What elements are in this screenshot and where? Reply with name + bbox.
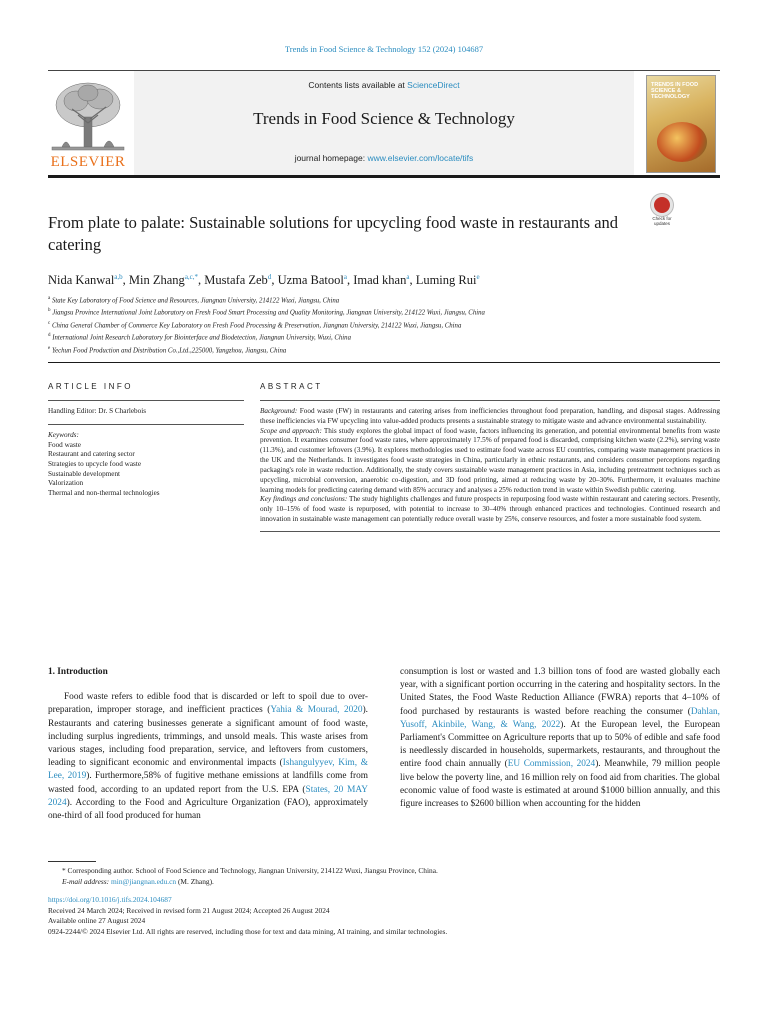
footnotes — [48, 866, 720, 938]
abstract-findings — [260, 495, 720, 525]
author-separator: , — [198, 273, 205, 288]
body-column-right — [400, 666, 720, 811]
author-affil-marker[interactable]: a — [343, 273, 347, 281]
elsevier-wordmark: ELSEVIER — [50, 154, 126, 170]
body-paragraph — [400, 666, 720, 811]
abstract-scope — [260, 427, 720, 496]
affiliation-text: Yechun Food Production and Distribution Co.,Ltd.,225000, Yangzhou, Jiangsu, China — [51, 347, 287, 355]
email-label: E-mail address: — [62, 876, 110, 886]
elsevier-logo[interactable] — [48, 79, 128, 175]
author-name[interactable]: Min Zhang — [128, 273, 185, 288]
citation-link[interactable]: States, 20 MAY 2024 — [48, 784, 368, 808]
abstract-text: Food waste (FW) in restaurants and catering arises from inefficiencies throughout food preparation, handling, and disposal stages. Addressing these inefficiencies via FW upcycling into value-added products presents a sustainable strategy to mitigate waste and advance environmental sustainability. — [260, 406, 720, 425]
running-head[interactable]: Trends in Food Science & Technology 152 (2024) 104687 — [284, 44, 484, 54]
affiliation-text: China General Chamber of Commerce Key Laboratory on Fresh Food Processing & Preservation, Jiangnan University, 214122 Wuxi, Jiangsu, China — [51, 322, 462, 330]
affiliation-item — [48, 294, 720, 306]
keyword-item: Strategies to upcycle food waste — [48, 459, 142, 468]
affiliation-text: State Key Laboratory of Food Science and Resources, Jiangnan University, 214122 Wuxi, Jiangsu, China — [51, 297, 340, 305]
author-name[interactable]: Uzma Batool — [277, 273, 344, 288]
keyword-item: Valorization — [48, 479, 84, 488]
keyword-item: Thermal and non-thermal technologies — [48, 488, 160, 497]
cover-food-illustration — [657, 122, 707, 162]
check-for-updates-badge[interactable] — [646, 194, 678, 228]
divider — [48, 424, 244, 425]
footnote-divider — [48, 861, 96, 862]
abstract-label: Background: — [260, 406, 298, 415]
keyword-item: Restaurant and catering sector — [48, 450, 135, 459]
author-name[interactable]: Nida Kanwal — [48, 273, 115, 288]
author-name[interactable]: Imad khan — [353, 273, 407, 288]
affiliation-item — [48, 331, 720, 343]
doi-line — [48, 895, 720, 906]
divider — [48, 400, 244, 401]
email-suffix: (M. Zhang). — [176, 876, 214, 886]
journal-cover-image[interactable] — [646, 75, 716, 173]
divider — [260, 400, 720, 401]
affiliation-text: International Joint Research Laboratory for Biointerface and Biodetection, Jiangnan University, Wuxi, China — [52, 334, 351, 342]
email-line — [48, 877, 720, 888]
received-dates: Received 24 March 2024; Received in revised form 21 August 2024; Accepted 26 August 2024 — [48, 905, 330, 915]
elsevier-tree-icon — [48, 79, 128, 157]
abstract-label: Key findings and conclusions: — [260, 495, 348, 504]
copyright-line: 0924-2244/© 2024 Elsevier Ltd. All rights are reserved, including those for text and data mining, AI training, and similar technologies. — [48, 926, 448, 936]
affiliation-item — [48, 319, 720, 331]
divider — [260, 531, 720, 532]
abstract-heading: ABSTRACT — [260, 382, 323, 391]
affiliation-item — [48, 306, 720, 318]
author-separator: , — [409, 273, 416, 288]
keyword-item: Sustainable development — [48, 469, 121, 478]
author-name[interactable]: Luming Rui — [415, 273, 477, 288]
body-column-left — [48, 666, 368, 823]
article-title: From plate to palate: Sustainable solutions for upcycling food waste in restaurants and catering — [48, 213, 619, 254]
citation-link[interactable]: Ishangulyyev, Kim, & Lee, 2019 — [48, 758, 368, 782]
cover-title: TRENDS IN FOOD SCIENCE & TECHNOLOGY — [651, 82, 699, 100]
affiliation-marker: a — [48, 296, 51, 301]
abstract-text: This study explores the global impact of food waste, factors influencing its generation, and potential environmental benefits from waste prevention. It examines consumer food waste rates, where approximately 17.5% of prepared food is discarded, comprising kitchen waste (2.2%), serving waste (11.3%), and customer leftovers (3.9%). It explores methodologies used to estimate food waste across EU countries, comparing waste management practices in the UK and the Netherlands. It investigates food waste strategies in China, particularly in ethnic restaurants, and considers consumer perceptions regarding packaging's role in waste reduction. Additionally, the study covers sustainable waste management practices in Asia, including pretreatment techniques such as upcycling, microbial conversion, anaerobic co-digestion, and 3D food printing, aimed at reducing waste by 20–30%. Furthermore, it evaluates machine learning models for predicting catering demand with 85% accuracy and analyses a 25% reduction trend in waste within Swedish public catering. — [260, 426, 720, 494]
author-affil-marker[interactable]: e — [476, 273, 480, 281]
author-separator: , — [271, 273, 278, 288]
citation-link[interactable]: Dahlan, Yusoff, Akinbile, Wang, & Wang, 2022 — [400, 706, 720, 730]
body-text: ). According to the Food and Agriculture Organization (FAO), approximately one-third of all food produced for human — [48, 797, 368, 822]
author-affil-marker[interactable]: a — [406, 273, 410, 281]
affiliation-text: Jiangsu Province International Joint Laboratory on Fresh Food Smart Processing and Quality Monitoring, Jiangnan University, 214122 Wuxi, Jiangsu, China — [52, 309, 485, 317]
masthead-banner — [134, 71, 634, 175]
affiliation-marker: d — [48, 333, 51, 339]
crossmark-icon — [651, 194, 673, 216]
spacer — [48, 887, 720, 895]
article-info-heading: ARTICLE INFO — [48, 382, 133, 391]
author-name[interactable]: Mustafa Zeb — [204, 273, 268, 288]
body-text: ). Furthermore,58% of fugitive methane emissions at landfills come from wasted food, according to an updated report from the U.S. EPA ( — [48, 771, 368, 795]
affiliation-item — [48, 344, 720, 356]
keywords-title: Keywords: — [48, 431, 79, 440]
doi-link[interactable]: https://doi.org/10.1016/j.tifs.2024.104687 — [48, 895, 172, 905]
section-heading-introduction: 1. Introduction — [48, 667, 108, 677]
keyword-item: Food waste — [48, 440, 81, 449]
affiliations — [48, 294, 720, 356]
affiliation-marker: c — [48, 320, 51, 326]
crossmark-label: Check for updates — [652, 216, 672, 226]
author-affil-marker[interactable]: a,c,* — [184, 273, 199, 281]
journal-title: Trends in Food Science & Technology — [253, 109, 515, 128]
article-info-panel — [48, 382, 244, 498]
author-separator: , — [122, 273, 129, 288]
body-text: Food waste refers to edible food that is discarded or left to spoil due to over-preparation, improper storage, and inefficient practices ( — [48, 692, 368, 716]
homepage-line — [134, 153, 634, 163]
author-list — [48, 268, 720, 289]
available-online: Available online 27 August 2024 — [48, 916, 146, 926]
header-divider — [48, 362, 720, 363]
author-affil-marker[interactable]: d — [267, 273, 272, 281]
citation-link[interactable]: EU Commission, 2024 — [507, 759, 596, 770]
abstract-text: The study highlights challenges and future prospects in repurposing food waste within restaurant and catering sectors. Presently, only 10–15% of food waste is repurposed, with potential to increase to 30–40% through enhanced practices and technologies. Continued research and innovation in sustainable waste management can potentially reduce overall waste by 25%, conserve resources, and foster a more sustainable food system. — [260, 495, 720, 524]
abstract-background — [260, 407, 720, 427]
contents-line — [134, 80, 634, 90]
abstract-panel — [260, 382, 720, 532]
corresponding-author-note: * Corresponding author. School of Food Science and Technology, Jiangnan University, 214122 Wuxi, Jiangsu Province, China. — [62, 866, 438, 875]
body-paragraph — [48, 691, 368, 823]
author-affil-marker[interactable]: a,b — [114, 273, 123, 281]
journal-masthead — [48, 70, 720, 178]
author-separator: , — [346, 273, 354, 288]
body-text: ). Restaurants and catering businesses generate a significant amount of food waste, including surplus ingredients, trimmings, and unsold meals. This waste arises from various stages, including food preparation, service, and leftovers from customers, leading to significant economic and environmental impacts ( — [48, 705, 368, 769]
abstract-label: Scope and approach: — [260, 426, 322, 435]
email-link[interactable]: min@jiangnan.edu.cn — [111, 876, 177, 886]
sciencedirect-link[interactable]: ScienceDirect — [407, 80, 460, 90]
contents-prefix: Contents lists available at — [308, 80, 408, 90]
journal-homepage-link[interactable]: www.elsevier.com/locate/tifs — [367, 153, 474, 163]
body-text: ). Meanwhile, 79 million people live below the poverty line, and 16 million rely on food aid from charities. The global economic value of food waste is estimated at around $1000 billion annually, and this figure increases to $2600 billion when accounting for the hidden — [400, 759, 720, 810]
affiliation-marker: e — [48, 345, 51, 351]
homepage-prefix: journal homepage: — [294, 153, 368, 163]
affiliation-marker: b — [48, 308, 51, 314]
body-text: consumption is lost or wasted and 1.3 billion tons of food are wasted globally each year, with a significant portion occurring in the catering and hospitality sectors. In the United States, the Food Waste Reduction Alliance (FWRA) reports that 4–10% of food purchased by restaurants is wasted before reaching the consumer ( — [400, 667, 720, 717]
handling-editor: Handling Editor: Dr. S Charlebois — [48, 406, 147, 415]
citation-link[interactable]: Yahia & Mourad, 2020 — [270, 705, 363, 716]
body-text: ). At the European level, the European Parliament's Committee on Agriculture reports that up to 50% of edible and safe food is needlessly discarded in households, supermarkets, restaurants, and throughout the entire food chain annually ( — [400, 719, 720, 770]
